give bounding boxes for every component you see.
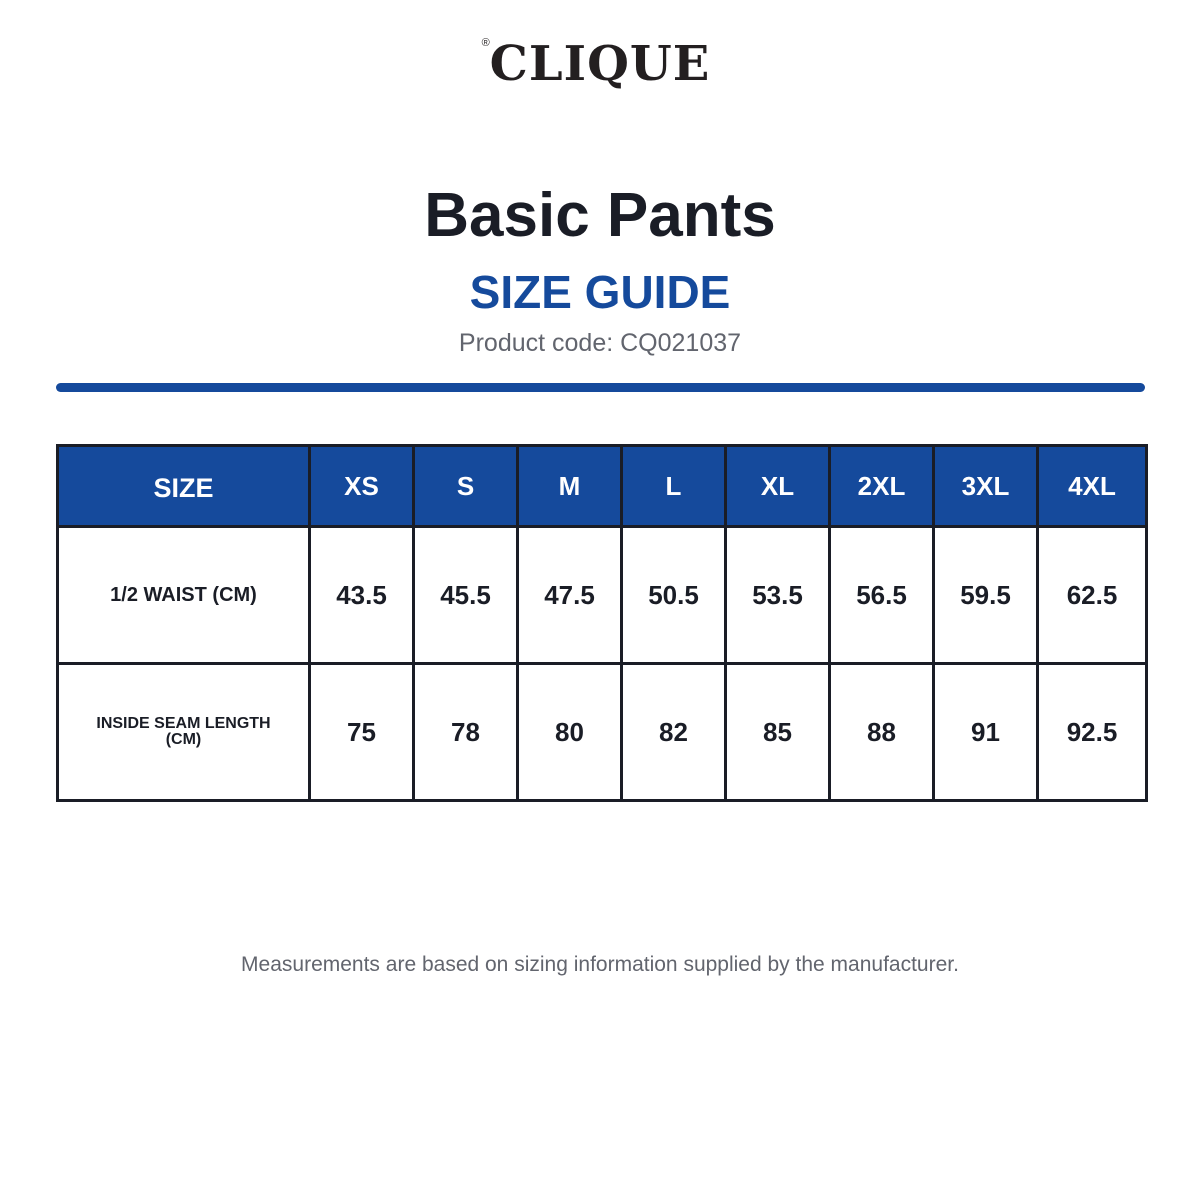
header-size-xl: XL [726,446,830,527]
header-size-4xl: 4XL [1038,446,1147,527]
table-cell: 75 [310,664,414,801]
table-cell: 88 [830,664,934,801]
header-size-xs: XS [310,446,414,527]
table-cell: 47.5 [518,527,622,664]
product-title: Basic Pants [424,181,776,250]
size-table [56,444,1148,802]
header-size-3xl: 3XL [934,446,1038,527]
footnote: Measurements are based on sizing information supplied by the manufacturer. [241,953,959,976]
header-size-label: SIZE [58,446,310,527]
row-label-waist: 1/2 WAIST (CM) [58,527,310,664]
table-cell: 50.5 [622,527,726,664]
row-label-line: INSIDE SEAM LENGTH [96,715,271,732]
table-row-waist [58,527,1147,664]
table-cell: 85 [726,664,830,801]
table-cell: 62.5 [1038,527,1147,664]
size-guide-heading: SIZE GUIDE [469,266,731,318]
table-cell: 91 [934,664,1038,801]
product-code: Product code: CQ021037 [458,329,742,357]
table-row-inside-seam [58,664,1147,801]
table-cell: 43.5 [310,527,414,664]
divider-rule [56,383,1145,392]
table-cell: 92.5 [1038,664,1147,801]
header-size-l: L [622,446,726,527]
table-header-row [58,446,1147,527]
table-cell: 56.5 [830,527,934,664]
table-cell: 80 [518,664,622,801]
table-cell: 78 [414,664,518,801]
row-label-inside-seam [58,664,310,801]
table-cell: 45.5 [414,527,518,664]
brand-logo [0,34,1200,94]
header-size-m: M [518,446,622,527]
table-cell: 53.5 [726,527,830,664]
brand-wordmark [481,34,711,94]
table-cell: 82 [622,664,726,801]
header-size-s: S [414,446,518,527]
registered-mark: ® [481,37,491,49]
table-cell: 59.5 [934,527,1038,664]
brand-name: CLIQUE [489,36,711,92]
row-label-line: (CM) [165,731,202,748]
header-size-2xl: 2XL [830,446,934,527]
